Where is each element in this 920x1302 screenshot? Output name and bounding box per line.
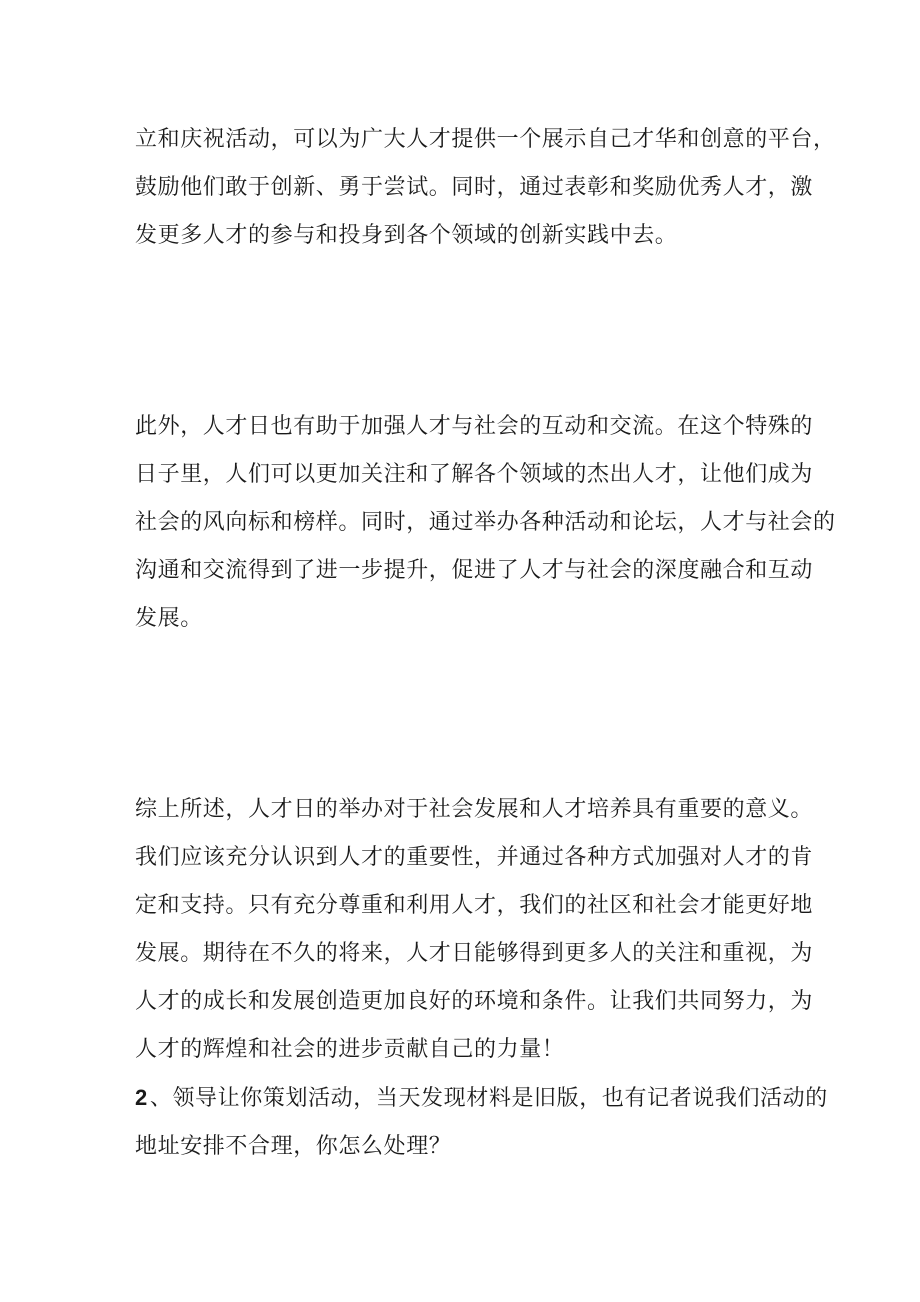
paragraph-line: 立和庆祝活动，可以为广大人才提供一个展示自己才华和创意的平台， <box>135 127 836 152</box>
paragraph-line: 综上所述，人才日的举办对于社会发展和人才培养具有重要的意义。 <box>135 797 814 822</box>
paragraph-line: 社会的风向标和榜样。同时，通过举办各种活动和论坛，人才与社会的 <box>135 510 836 535</box>
paragraph-line: 发展。 <box>135 606 203 631</box>
paragraph-line: 此外，人才日也有助于加强人才与社会的互动和交流。在这个特殊的 <box>135 414 814 439</box>
paragraph-line: 定和支持。只有充分尊重和利用人才，我们的社区和社会才能更好地 <box>135 893 814 918</box>
paragraph-line: 日子里，人们可以更加关注和了解各个领域的杰出人才，让他们成为 <box>135 462 814 487</box>
question-line: 地址安排不合理，你怎么处理？ <box>135 1134 452 1159</box>
question-2 <box>135 1074 828 1171</box>
paragraph-line: 发更多人才的参与和投身到各个领域的创新实践中去。 <box>135 223 678 248</box>
paragraph-line: 人才的辉煌和社会的进步贡献自己的力量！ <box>135 1037 565 1062</box>
paragraph-line: 人才的成长和发展创造更加良好的环境和条件。让我们共同努力，为 <box>135 989 814 1014</box>
paragraph-line: 发展。期待在不久的将来，人才日能够得到更多人的关注和重视，为 <box>135 941 814 966</box>
paragraph-2 <box>135 403 836 643</box>
question-text: 、领导让你策划活动，当天发现材料是旧版，也有记者说我们活动的 <box>149 1086 828 1111</box>
paragraph-line: 鼓励他们敢于创新、勇于尝试。同时，通过表彰和奖励优秀人才，激 <box>135 175 814 200</box>
question-line <box>135 1074 828 1123</box>
question-number: 2 <box>135 1085 148 1110</box>
paragraph-line: 沟通和交流得到了进一步提升，促进了人才与社会的深度融合和互动 <box>135 558 814 583</box>
paragraph-line: 我们应该充分认识到人才的重要性，并通过各种方式加强对人才的肯 <box>135 845 814 870</box>
paragraph-1 <box>135 116 836 260</box>
paragraph-3 <box>135 786 814 1074</box>
